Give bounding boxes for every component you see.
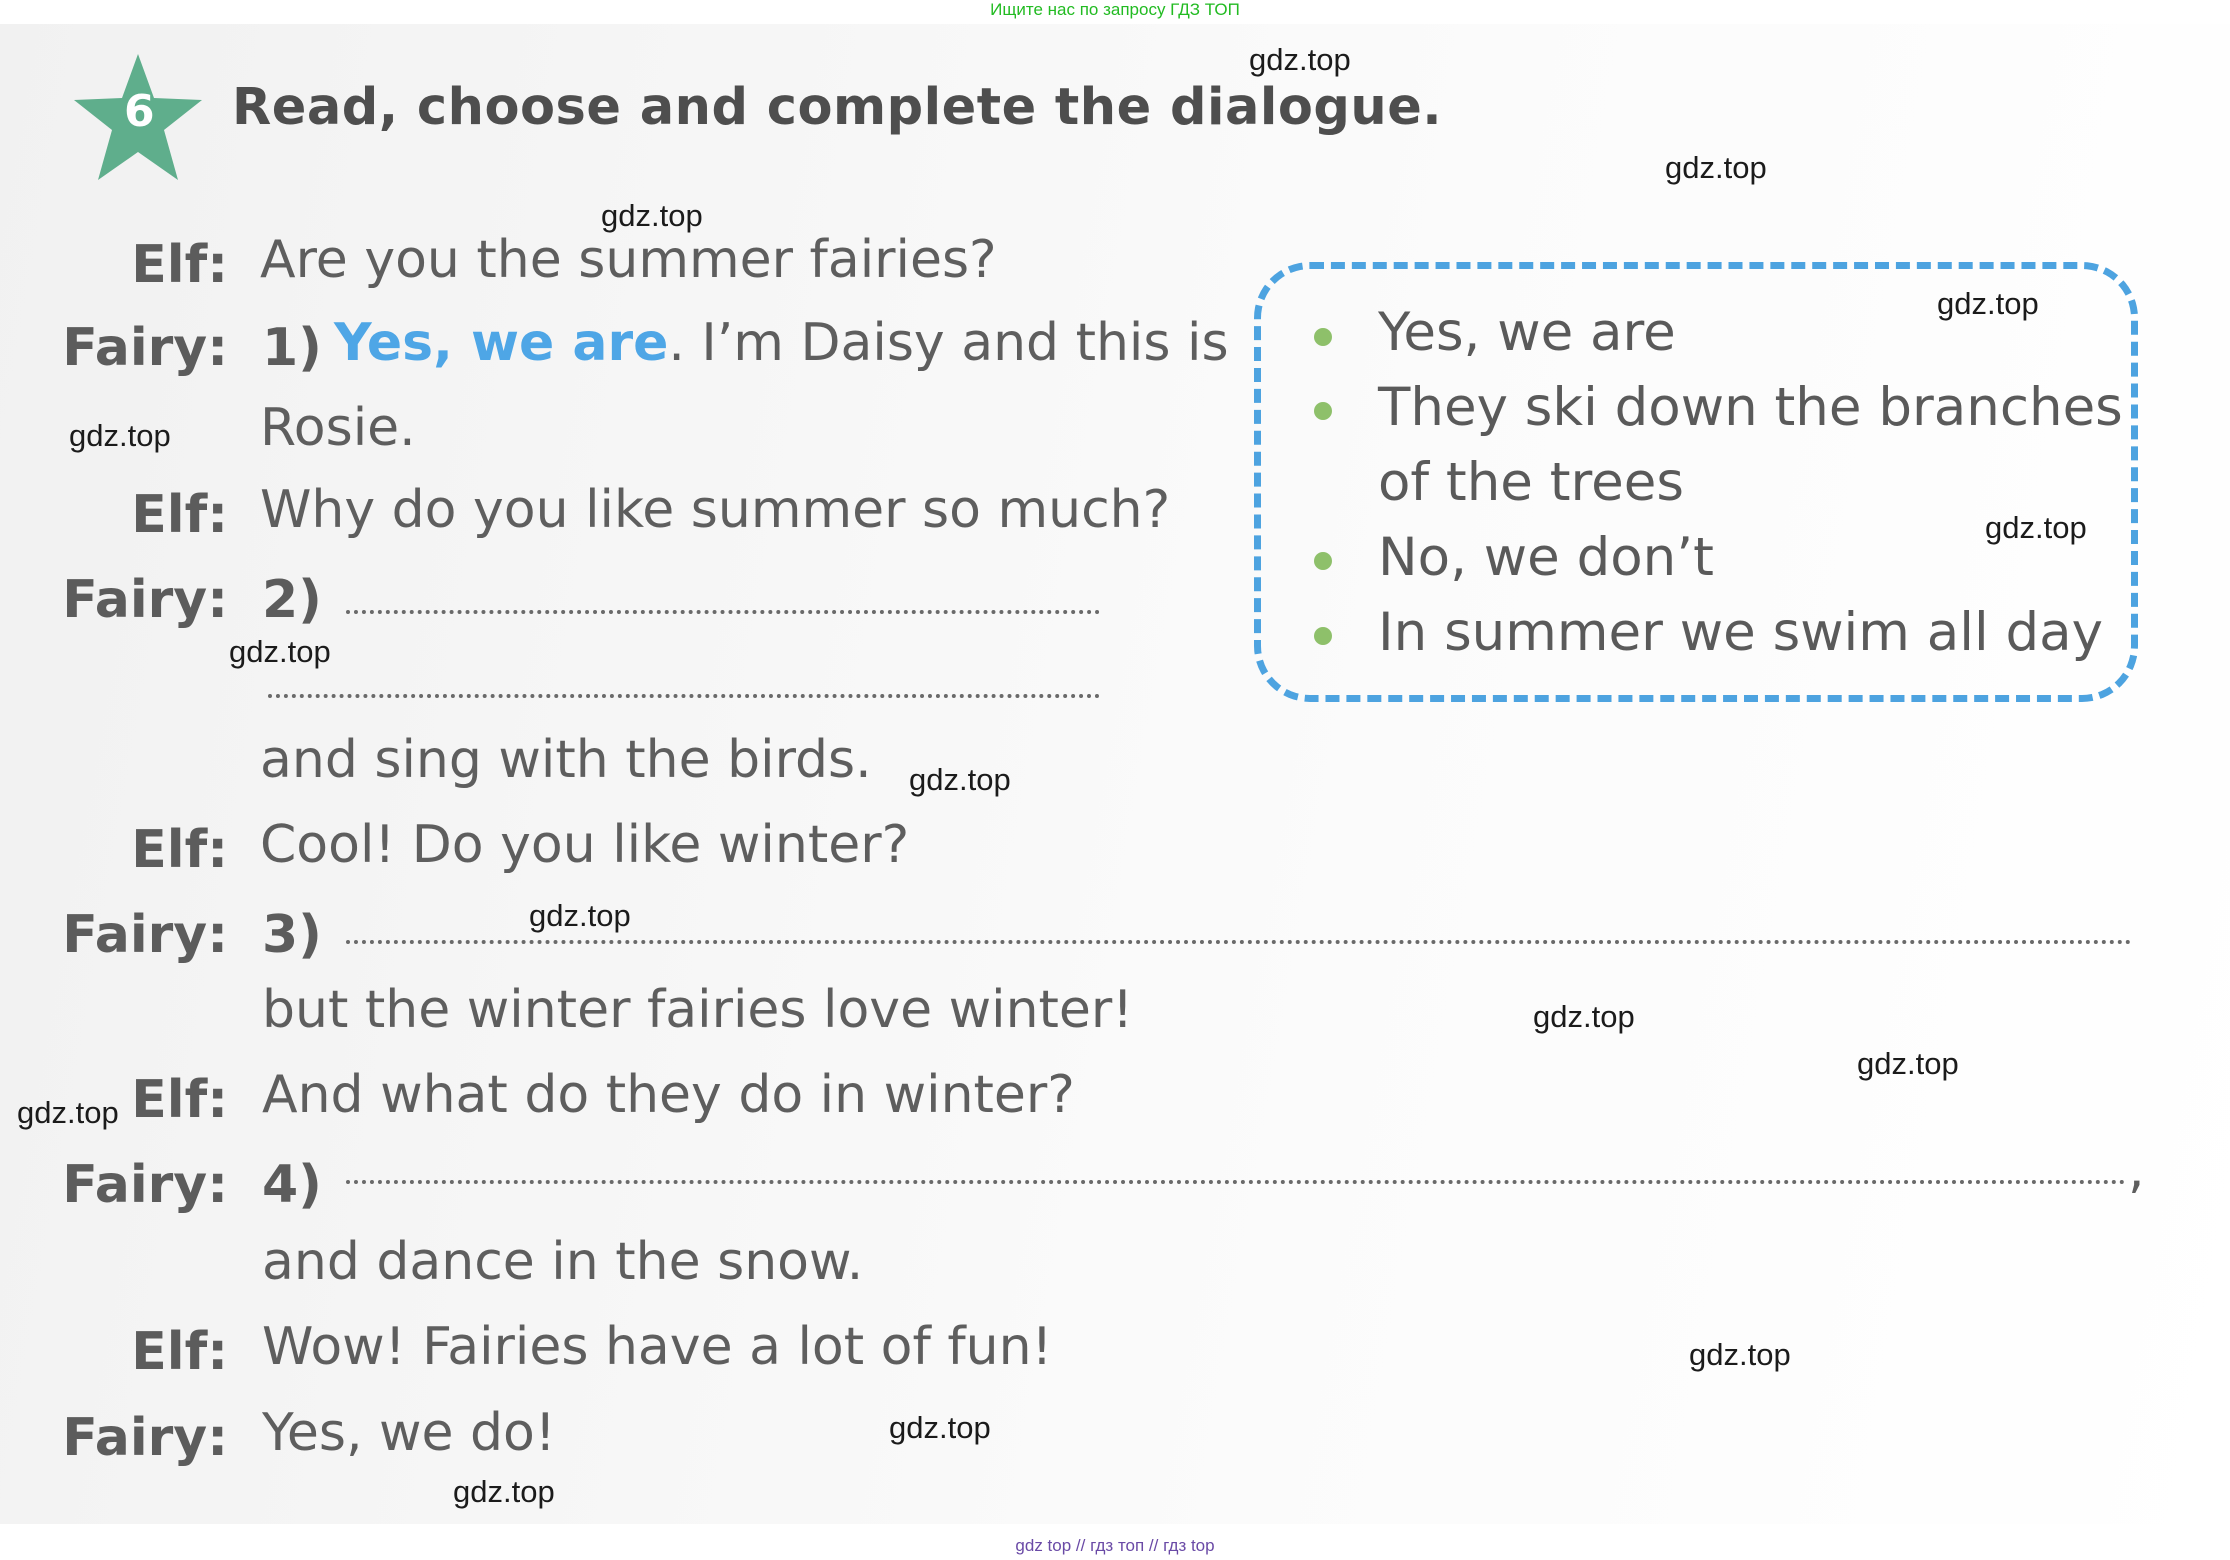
dialogue-line: Are you the summer fairies? <box>260 230 997 290</box>
choice-option[interactable]: Yes, we are <box>1378 302 1676 363</box>
dialogue-line: Cool! Do you like winter? <box>260 815 910 875</box>
dialogue-line: Why do you like summer so much? <box>260 480 1171 540</box>
bullet-icon <box>1314 328 1332 346</box>
speaker-elf: Elf: <box>131 1070 228 1130</box>
choice-option[interactable]: In summer we swim all day <box>1378 602 2103 663</box>
choice-option[interactable]: They ski down the branches <box>1378 377 2123 438</box>
dialogue-continuation: and dance in the snow. <box>262 1232 864 1292</box>
watermark: gdz.top <box>889 1410 991 1445</box>
dialogue-continuation: but the winter fairies love winter! <box>262 980 1134 1040</box>
watermark: gdz.top <box>1985 510 2087 545</box>
watermark: gdz.top <box>17 1095 119 1130</box>
bullet-icon <box>1314 402 1332 420</box>
dialogue-line: And what do they do in winter? <box>262 1065 1075 1125</box>
watermark: gdz.top <box>1857 1046 1959 1081</box>
speaker-elf: Elf: <box>131 820 228 880</box>
watermark: gdz.top <box>1533 999 1635 1034</box>
watermark: gdz.top <box>1665 150 1767 185</box>
watermark: gdz.top <box>1937 286 2039 321</box>
answer-blank[interactable] <box>346 940 2132 944</box>
speaker-fairy: Fairy: <box>62 570 228 630</box>
answer-blank[interactable] <box>268 694 1100 698</box>
watermark: gdz.top <box>1249 42 1351 77</box>
item-number-4: 4) <box>262 1155 322 1215</box>
dialogue-text: . I’m Daisy and this is <box>668 313 1229 373</box>
filled-answer: Yes, we are <box>334 313 669 373</box>
speaker-elf: Elf: <box>131 485 228 545</box>
bullet-icon <box>1314 552 1332 570</box>
watermark: gdz.top <box>1689 1337 1791 1372</box>
exercise-number: 6 <box>124 86 155 137</box>
dialogue-line: Yes, we do! <box>262 1403 556 1463</box>
watermark: gdz.top <box>909 762 1011 797</box>
exercise-title: Read, choose and complete the dialogue. <box>232 78 1443 137</box>
speaker-elf: Elf: <box>131 1322 228 1382</box>
watermark: gdz.top <box>453 1474 555 1509</box>
speaker-elf: Elf: <box>131 235 228 295</box>
item-number-1: 1) <box>262 318 322 378</box>
item-number-2: 2) <box>262 570 322 630</box>
dialogue-continuation: Rosie. <box>260 398 416 458</box>
bottom-notice[interactable]: gdz top // гдз топ // гдз top <box>1015 1536 1215 1555</box>
watermark: gdz.top <box>229 634 331 669</box>
speaker-fairy: Fairy: <box>62 318 228 378</box>
top-notice[interactable]: Ищите нас по запросу ГДЗ ТОП <box>990 0 1240 19</box>
speaker-fairy: Fairy: <box>62 1155 228 1215</box>
speaker-fairy: Fairy: <box>62 905 228 965</box>
speaker-fairy: Fairy: <box>62 1408 228 1468</box>
bullet-icon <box>1314 627 1332 645</box>
blank-comma: , <box>2128 1140 2145 1200</box>
watermark: gdz.top <box>529 898 631 933</box>
watermark: gdz.top <box>69 418 171 453</box>
dialogue-line-with-answer <box>334 313 1229 373</box>
choice-option[interactable]: No, we don’t <box>1378 527 1714 588</box>
dialogue-continuation: and sing with the birds. <box>260 730 872 790</box>
item-number-3: 3) <box>262 905 322 965</box>
choice-option-continuation: of the trees <box>1378 452 1684 513</box>
answer-blank[interactable] <box>346 1180 2126 1184</box>
answer-blank[interactable] <box>346 610 1100 614</box>
watermark: gdz.top <box>601 198 703 233</box>
dialogue-line: Wow! Fairies have a lot of fun! <box>262 1317 1053 1377</box>
